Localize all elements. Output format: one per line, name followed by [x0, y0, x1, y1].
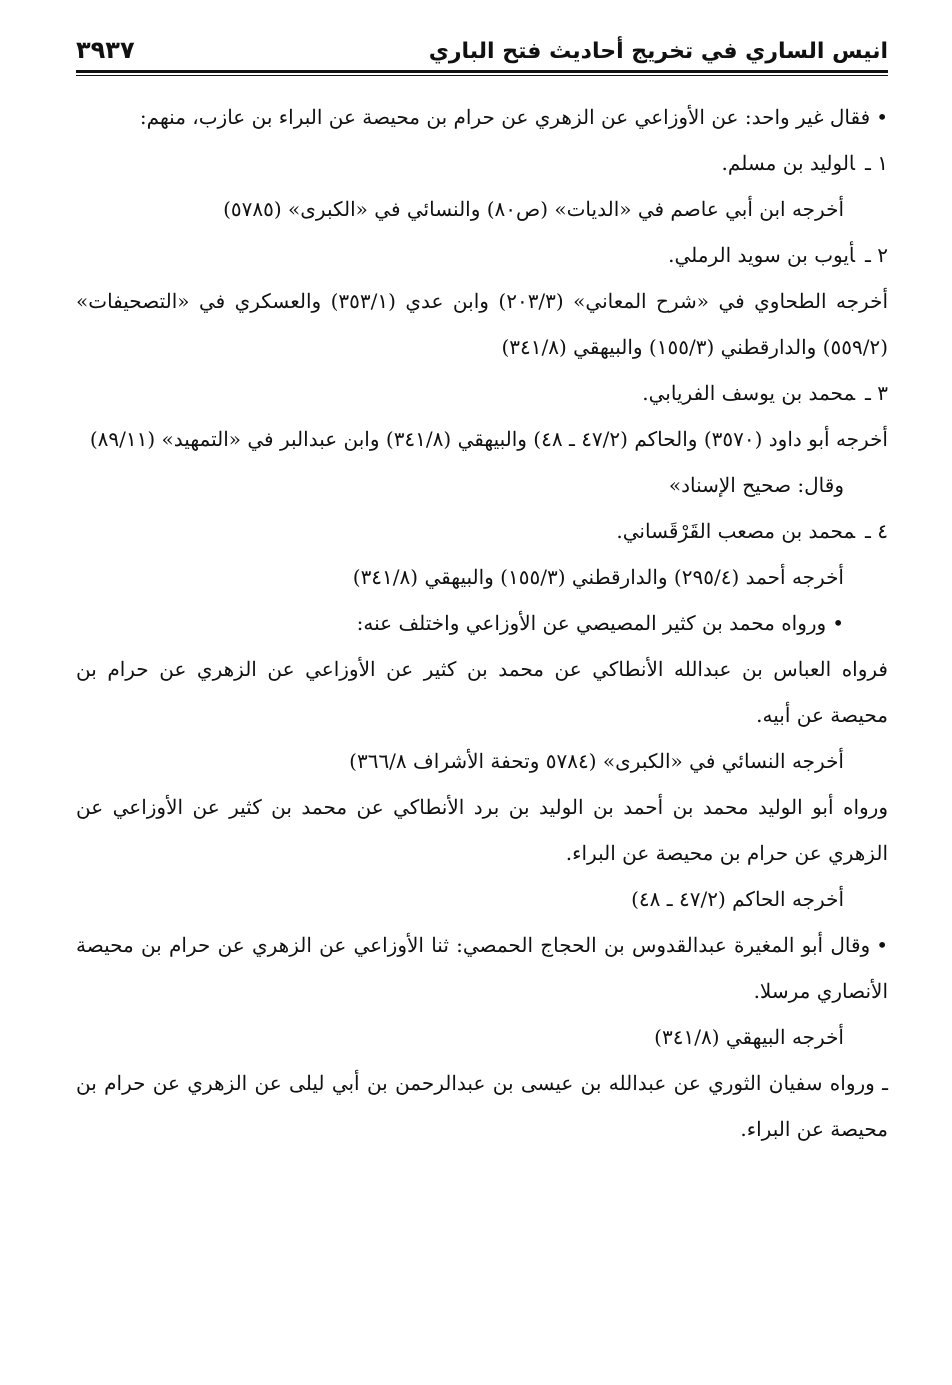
narrator-name: الوليد بن مسلم. — [721, 151, 856, 175]
running-header — [76, 26, 888, 64]
paragraph-text: فقال غير واحد: عن الأوزاعي عن الزهري عن حرام بن محيصة عن البراء بن عازب، منهم: — [139, 105, 871, 129]
citation-text: أخرجه أحمد (٢٩٥/٤) والدارقطني (١٥٥/٣) والبيهقي (٣٤١/٨) — [352, 565, 844, 589]
citation-text: أخرجه ابن أبي عاصم في «الديات» (ص٨٠) والنسائي في «الكبرى» (٥٧٨٥) — [223, 197, 844, 221]
citation — [76, 278, 888, 370]
quote-text: وقال: صحيح الإسناد» — [668, 473, 844, 497]
list-number: ١ ـ — [865, 151, 888, 175]
citation — [76, 186, 888, 232]
citation — [76, 1014, 888, 1060]
paragraph-text: فرواه العباس بن عبدالله الأنطاكي عن محمد بن كثير عن الأوزاعي عن الزهري عن حرام بن محيصة عن أبيه. — [76, 657, 888, 727]
book-title: انيس الساري في تخريج أحاديث فتح الباري — [428, 39, 888, 64]
book-page — [76, 26, 888, 1152]
narrator-name: أيوب بن سويد الرملي. — [668, 243, 856, 267]
bullet-icon: • — [876, 933, 888, 957]
page-body — [76, 94, 888, 1152]
paragraph — [76, 600, 888, 646]
citation — [76, 876, 888, 922]
list-item — [76, 370, 888, 416]
page-number: ٣٩٣٧ — [76, 36, 135, 64]
list-item — [76, 232, 888, 278]
citation — [76, 738, 888, 784]
paragraph — [76, 922, 888, 1014]
paragraph-text: ـ ورواه سفيان الثوري عن عبدالله بن عيسى بن عبدالرحمن بن أبي ليلى عن الزهري عن حرام بن محيصة عن البراء. — [76, 1071, 888, 1141]
header-rule-thin — [76, 75, 888, 76]
paragraph — [76, 1060, 888, 1152]
citation-text: أخرجه أبو داود (٣٥٧٠) والحاكم (٤٧/٢ ـ ٤٨) والبيهقي (٣٤١/٨) وابن عبدالبر في «التمهيد» (٨٩/١١) — [89, 427, 888, 451]
list-number: ٣ ـ — [865, 381, 888, 405]
citation — [76, 554, 888, 600]
paragraph-text: وقال أبو المغيرة عبدالقدوس بن الحجاج الحمصي: ثنا الأوزاعي عن الزهري عن حرام بن محيصة الأنصاري مرسلا. — [76, 933, 888, 1003]
list-item — [76, 508, 888, 554]
citation-text: أخرجه البيهقي (٣٤١/٨) — [654, 1025, 844, 1049]
bullet-icon: • — [832, 611, 844, 635]
paragraph-text: ورواه محمد بن كثير المصيصي عن الأوزاعي واختلف عنه: — [356, 611, 827, 635]
citation — [76, 416, 888, 462]
citation-text: أخرجه النسائي في «الكبرى» (٥٧٨٤ وتحفة الأشراف ٣٦٦/٨) — [349, 749, 844, 773]
narrator-name: محمد بن مصعب القَرْقَساني. — [616, 519, 856, 543]
bullet-icon: • — [876, 105, 888, 129]
list-item — [76, 140, 888, 186]
paragraph-text: ورواه أبو الوليد محمد بن أحمد بن الوليد بن برد الأنطاكي عن محمد بن كثير عن الأوزاعي عن الزهري عن حرام بن محيصة عن البراء. — [76, 795, 888, 865]
list-number: ٤ ـ — [865, 519, 888, 543]
citation-text: أخرجه الطحاوي في «شرح المعاني» (٢٠٣/٣) وابن عدي (٣٥٣/١) والعسكري في «التصحيفات» (٥٥٩/٢) والدارقطني (١٥٥/٣) والبيهقي (٣٤١/٨) — [76, 289, 888, 359]
quote — [76, 462, 888, 508]
paragraph — [76, 784, 888, 876]
list-number: ٢ ـ — [865, 243, 888, 267]
citation-text: أخرجه الحاكم (٤٧/٢ ـ ٤٨) — [631, 887, 844, 911]
header-rule-thick — [76, 70, 888, 73]
paragraph — [76, 94, 888, 140]
narrator-name: محمد بن يوسف الفريابي. — [642, 381, 856, 405]
paragraph — [76, 646, 888, 738]
